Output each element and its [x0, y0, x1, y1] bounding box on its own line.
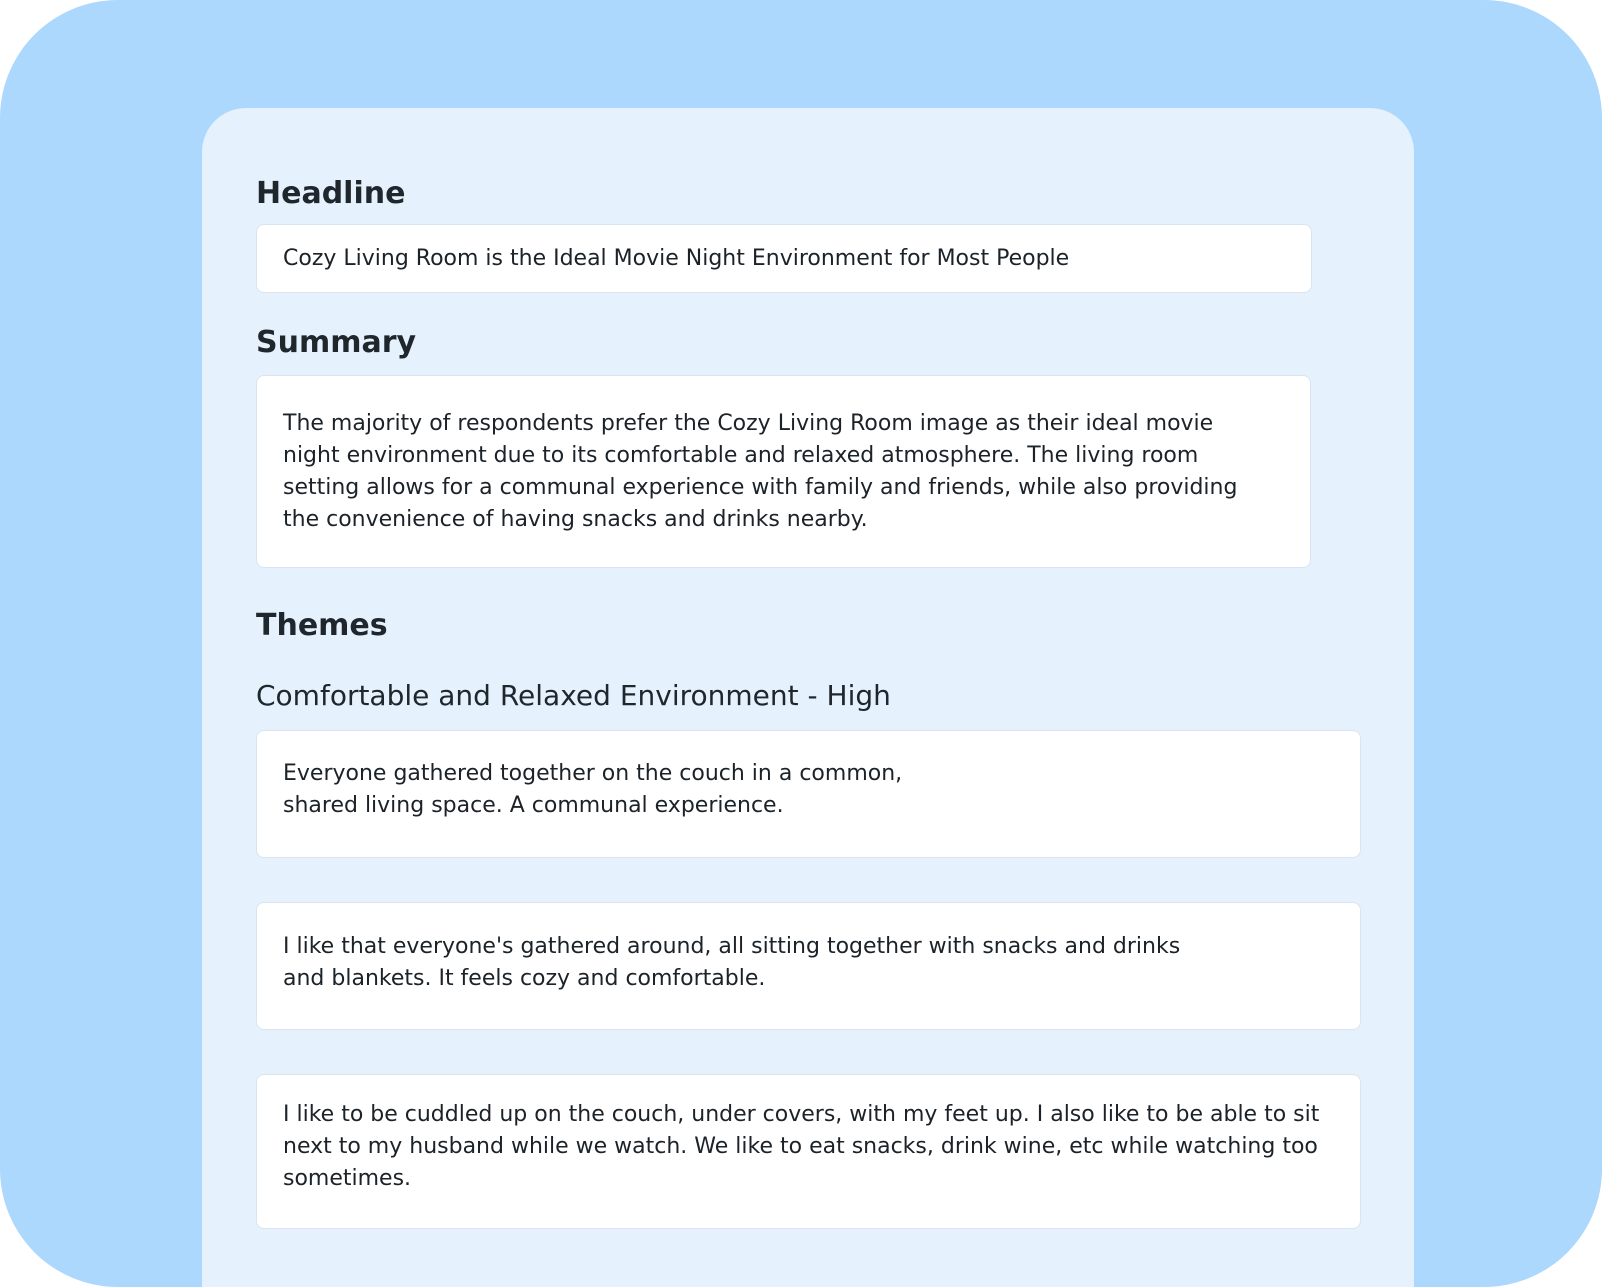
summary-heading: Summary — [256, 325, 417, 360]
summary-field[interactable] — [256, 375, 1311, 568]
headline-text: Cozy Living Room is the Ideal Movie Night Environment for Most People — [283, 246, 1070, 271]
theme-quote-text: I like to be cuddled up on the couch, under covers, with my feet up. I also like to be able to sit next to my husband while we watch. We like to eat snacks, drink wine, etc while watching too sometimes. — [283, 1102, 1320, 1191]
themes-heading: Themes — [256, 608, 388, 643]
summary-text: The majority of respondents prefer the Cozy Living Room image as their ideal movie night environment due to its comfortable and relaxed atmosphere. The living room setting allows for a communal experience with family and friends, while also providing the convenience of having snacks and drinks nearby. — [283, 411, 1238, 532]
headline-heading: Headline — [256, 176, 406, 211]
theme-quote-card[interactable] — [256, 730, 1361, 858]
theme-quote-card[interactable] — [256, 1074, 1361, 1229]
theme-quote-text: Everyone gathered together on the couch in a common, shared living space. A communal experience. — [283, 761, 903, 818]
theme-quote-card[interactable] — [256, 902, 1361, 1030]
theme-quote-text: I like that everyone's gathered around, all sitting together with snacks and drinks and blankets. It feels cozy and comfortable. — [283, 934, 1181, 991]
headline-field[interactable] — [256, 224, 1312, 293]
theme-title: Comfortable and Relaxed Environment - High — [256, 679, 891, 712]
content-panel — [202, 108, 1414, 1287]
